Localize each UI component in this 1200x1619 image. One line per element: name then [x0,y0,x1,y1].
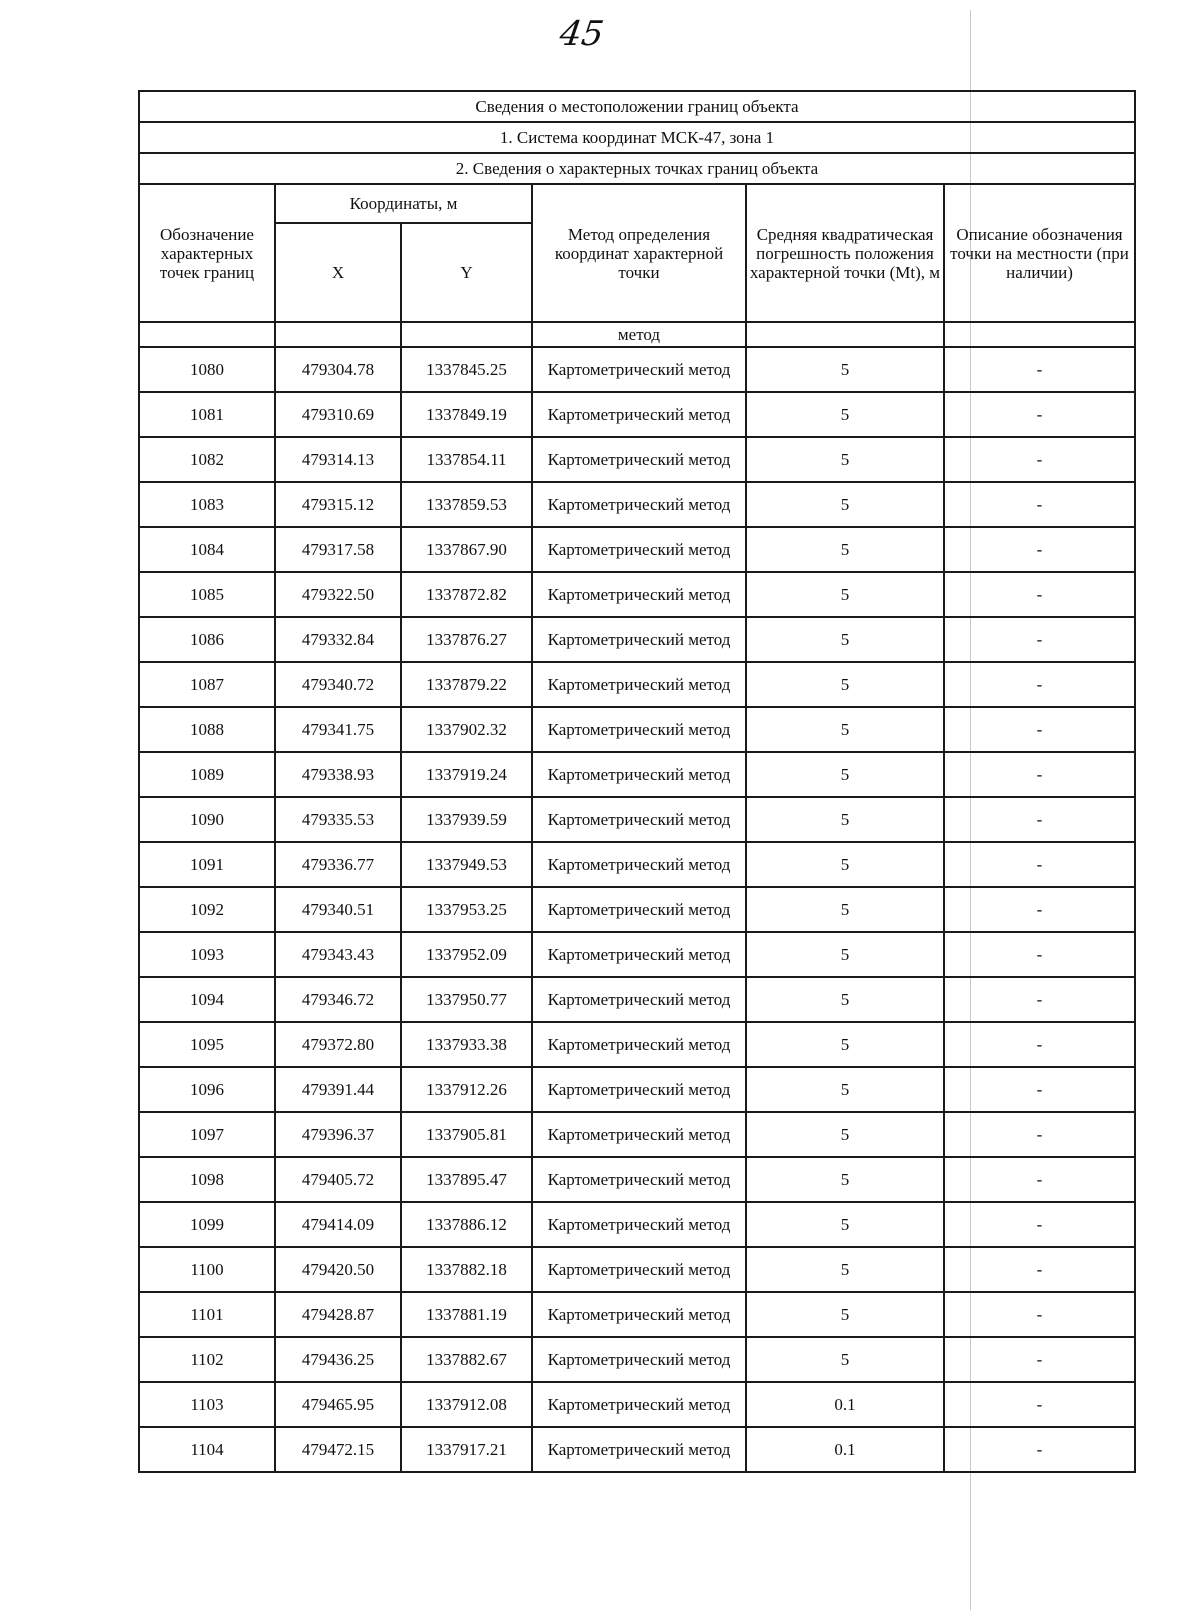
x-cell: 479314.13 [275,437,401,482]
table-row [139,437,1135,482]
x-cell: 479336.77 [275,842,401,887]
carry-cell [139,322,275,347]
table-row [139,842,1135,887]
table-row [139,1202,1135,1247]
method-cell: Картометрический метод [532,1427,746,1472]
point-cell: 1086 [139,617,275,662]
method-cell: Картометрический метод [532,527,746,572]
x-cell: 479472.15 [275,1427,401,1472]
header-coords: Координаты, м [275,184,532,223]
point-cell: 1083 [139,482,275,527]
table-row [139,1292,1135,1337]
accuracy-cell: 5 [746,1157,944,1202]
y-cell: 1337845.25 [401,347,532,392]
description-cell: - [944,932,1135,977]
table-row [139,932,1135,977]
method-cell: Картометрический метод [532,1202,746,1247]
x-cell: 479420.50 [275,1247,401,1292]
table-row [139,1022,1135,1067]
point-cell: 1088 [139,707,275,752]
carry-cell [944,322,1135,347]
header-accuracy: Средняя квадратическая погрешность положения характерной точки (Mt), м [746,184,944,322]
method-cell: Картометрический метод [532,1067,746,1112]
description-cell: - [944,1112,1135,1157]
y-cell: 1337882.67 [401,1337,532,1382]
table-row [139,1337,1135,1382]
method-cell: Картометрический метод [532,437,746,482]
point-cell: 1096 [139,1067,275,1112]
table-row [139,617,1135,662]
y-cell: 1337939.59 [401,797,532,842]
point-cell: 1090 [139,797,275,842]
method-cell: Картометрический метод [532,707,746,752]
boundary-points-table [138,90,1136,1473]
carry-cell [275,322,401,347]
carry-over-method: метод [532,322,746,347]
point-cell: 1089 [139,752,275,797]
point-cell: 1092 [139,887,275,932]
accuracy-cell: 5 [746,1247,944,1292]
y-cell: 1337895.47 [401,1157,532,1202]
x-cell: 479405.72 [275,1157,401,1202]
description-cell: - [944,842,1135,887]
accuracy-cell: 5 [746,1292,944,1337]
accuracy-cell: 5 [746,797,944,842]
point-cell: 1098 [139,1157,275,1202]
accuracy-cell: 5 [746,1022,944,1067]
y-cell: 1337859.53 [401,482,532,527]
method-cell: Картометрический метод [532,752,746,797]
method-cell: Картометрический метод [532,572,746,617]
table-row [139,707,1135,752]
table-row [139,977,1135,1022]
y-cell: 1337912.26 [401,1067,532,1112]
y-cell: 1337917.21 [401,1427,532,1472]
y-cell: 1337912.08 [401,1382,532,1427]
description-cell: - [944,1292,1135,1337]
description-cell: - [944,1337,1135,1382]
method-cell: Картометрический метод [532,1112,746,1157]
header-description: Описание обозначения точки на местности (при наличии) [944,184,1135,322]
y-cell: 1337902.32 [401,707,532,752]
accuracy-cell: 5 [746,752,944,797]
point-cell: 1082 [139,437,275,482]
method-cell: Картометрический метод [532,662,746,707]
x-cell: 479372.80 [275,1022,401,1067]
method-cell: Картометрический метод [532,887,746,932]
x-cell: 479341.75 [275,707,401,752]
description-cell: - [944,1067,1135,1112]
description-cell: - [944,1022,1135,1067]
description-cell: - [944,1247,1135,1292]
x-cell: 479436.25 [275,1337,401,1382]
header-point: Обозначение характерных точек границ [139,184,275,322]
accuracy-cell: 5 [746,347,944,392]
header-x: X [275,223,401,322]
x-cell: 479346.72 [275,977,401,1022]
y-cell: 1337919.24 [401,752,532,797]
y-cell: 1337881.19 [401,1292,532,1337]
x-cell: 479396.37 [275,1112,401,1157]
y-cell: 1337953.25 [401,887,532,932]
y-cell: 1337952.09 [401,932,532,977]
accuracy-cell: 5 [746,617,944,662]
accuracy-cell: 5 [746,1202,944,1247]
description-cell: - [944,662,1135,707]
accuracy-cell: 5 [746,1067,944,1112]
y-cell: 1337876.27 [401,617,532,662]
method-cell: Картометрический метод [532,1247,746,1292]
point-cell: 1100 [139,1247,275,1292]
x-cell: 479315.12 [275,482,401,527]
method-cell: Картометрический метод [532,1022,746,1067]
y-cell: 1337854.11 [401,437,532,482]
method-cell: Картометрический метод [532,617,746,662]
table-row [139,1247,1135,1292]
table-row [139,662,1135,707]
method-cell: Картометрический метод [532,1382,746,1427]
x-cell: 479340.72 [275,662,401,707]
table-row [139,1067,1135,1112]
y-cell: 1337849.19 [401,392,532,437]
table-row [139,887,1135,932]
x-cell: 479310.69 [275,392,401,437]
point-cell: 1102 [139,1337,275,1382]
accuracy-cell: 0.1 [746,1427,944,1472]
point-cell: 1094 [139,977,275,1022]
accuracy-cell: 5 [746,842,944,887]
carry-cell [401,322,532,347]
x-cell: 479414.09 [275,1202,401,1247]
accuracy-cell: 0.1 [746,1382,944,1427]
accuracy-cell: 5 [746,572,944,617]
description-cell: - [944,1202,1135,1247]
header-y: Y [401,223,532,322]
coordinate-system: 1. Система координат МСК-47, зона 1 [139,122,1135,153]
description-cell: - [944,527,1135,572]
x-cell: 479340.51 [275,887,401,932]
point-cell: 1099 [139,1202,275,1247]
x-cell: 479428.87 [275,1292,401,1337]
point-cell: 1093 [139,932,275,977]
accuracy-cell: 5 [746,932,944,977]
description-cell: - [944,482,1135,527]
point-cell: 1104 [139,1427,275,1472]
x-cell: 479335.53 [275,797,401,842]
y-cell: 1337872.82 [401,572,532,617]
table-row [139,752,1135,797]
accuracy-cell: 5 [746,1337,944,1382]
accuracy-cell: 5 [746,707,944,752]
carry-cell [746,322,944,347]
description-cell: - [944,1427,1135,1472]
accuracy-cell: 5 [746,527,944,572]
method-cell: Картометрический метод [532,482,746,527]
accuracy-cell: 5 [746,1112,944,1157]
point-cell: 1097 [139,1112,275,1157]
table-row [139,1112,1135,1157]
y-cell: 1337905.81 [401,1112,532,1157]
table-row [139,1157,1135,1202]
section-title: 2. Сведения о характерных точках границ объекта [139,153,1135,184]
accuracy-cell: 5 [746,392,944,437]
point-cell: 1084 [139,527,275,572]
y-cell: 1337886.12 [401,1202,532,1247]
table-row [139,1427,1135,1472]
description-cell: - [944,437,1135,482]
point-cell: 1095 [139,1022,275,1067]
method-cell: Картометрический метод [532,1292,746,1337]
y-cell: 1337949.53 [401,842,532,887]
x-cell: 479304.78 [275,347,401,392]
description-cell: - [944,572,1135,617]
method-cell: Картометрический метод [532,1157,746,1202]
y-cell: 1337933.38 [401,1022,532,1067]
x-cell: 479322.50 [275,572,401,617]
method-cell: Картометрический метод [532,392,746,437]
table-row [139,392,1135,437]
x-cell: 479332.84 [275,617,401,662]
description-cell: - [944,1157,1135,1202]
method-cell: Картометрический метод [532,842,746,887]
point-cell: 1087 [139,662,275,707]
accuracy-cell: 5 [746,887,944,932]
table-row [139,527,1135,572]
method-cell: Картометрический метод [532,977,746,1022]
description-cell: - [944,797,1135,842]
table-row [139,1382,1135,1427]
table-row [139,797,1135,842]
table-row [139,572,1135,617]
table-row [139,482,1135,527]
header-method: Метод определения координат характерной точки [532,184,746,322]
page-number: 45 [557,14,607,54]
x-cell: 479338.93 [275,752,401,797]
method-cell: Картометрический метод [532,347,746,392]
point-cell: 1091 [139,842,275,887]
y-cell: 1337950.77 [401,977,532,1022]
method-cell: Картометрический метод [532,932,746,977]
x-cell: 479465.95 [275,1382,401,1427]
method-cell: Картометрический метод [532,1337,746,1382]
description-cell: - [944,887,1135,932]
description-cell: - [944,1382,1135,1427]
point-cell: 1103 [139,1382,275,1427]
description-cell: - [944,707,1135,752]
y-cell: 1337882.18 [401,1247,532,1292]
table-row [139,347,1135,392]
x-cell: 479391.44 [275,1067,401,1112]
y-cell: 1337879.22 [401,662,532,707]
description-cell: - [944,347,1135,392]
accuracy-cell: 5 [746,482,944,527]
table-title: Сведения о местоположении границ объекта [139,91,1135,122]
x-cell: 479343.43 [275,932,401,977]
description-cell: - [944,392,1135,437]
point-cell: 1081 [139,392,275,437]
point-cell: 1101 [139,1292,275,1337]
description-cell: - [944,977,1135,1022]
description-cell: - [944,752,1135,797]
method-cell: Картометрический метод [532,797,746,842]
point-cell: 1085 [139,572,275,617]
accuracy-cell: 5 [746,977,944,1022]
description-cell: - [944,617,1135,662]
point-cell: 1080 [139,347,275,392]
y-cell: 1337867.90 [401,527,532,572]
accuracy-cell: 5 [746,437,944,482]
x-cell: 479317.58 [275,527,401,572]
accuracy-cell: 5 [746,662,944,707]
